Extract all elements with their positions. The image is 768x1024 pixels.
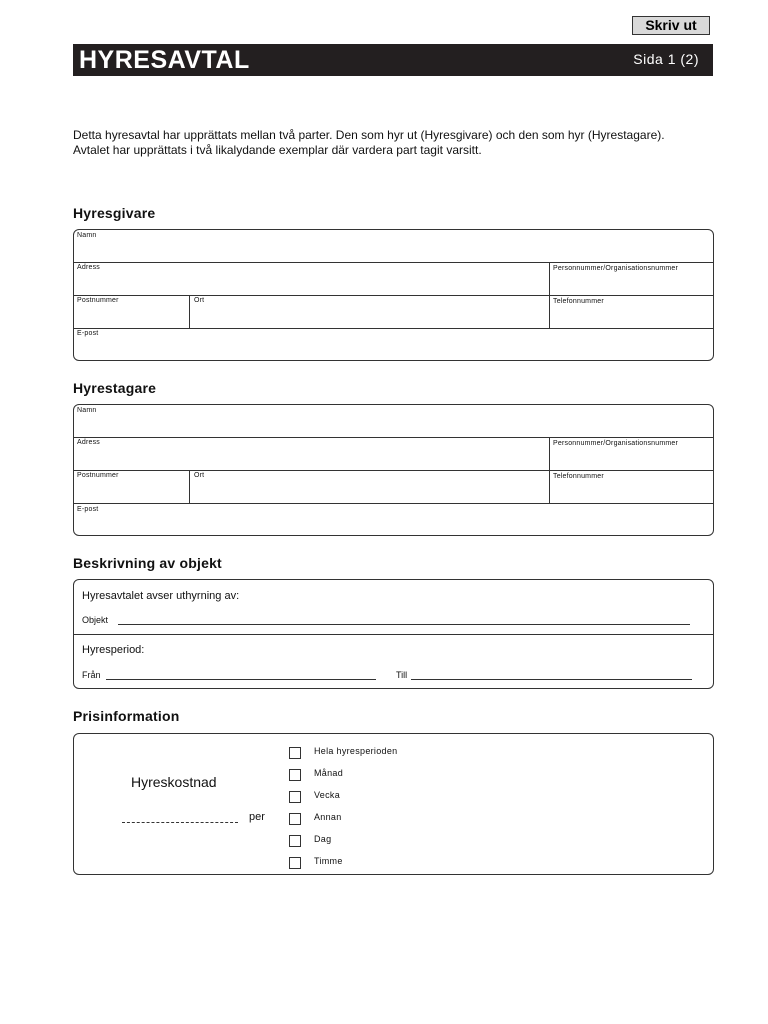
divider [74, 470, 713, 471]
object-underline [118, 624, 690, 625]
postal-code-label: Postnummer [77, 472, 119, 479]
divider [74, 437, 713, 438]
landlord-id-number-field[interactable] [554, 275, 709, 293]
option-checkbox-week[interactable] [289, 791, 301, 803]
landlord-email-field[interactable] [78, 340, 708, 358]
id-number-label: Personnummer/Organisationsnummer [553, 440, 679, 447]
landlord-section [73, 229, 714, 361]
purpose-text: Hyresavtalet avser uthyrning av: [82, 590, 240, 602]
per-label: per [249, 811, 265, 823]
from-date-field[interactable] [106, 665, 376, 679]
option-checkbox-whole-period[interactable] [289, 747, 301, 759]
cost-underline [122, 822, 238, 823]
to-underline [411, 679, 692, 680]
option-label-whole-period: Hela hyresperioden [314, 746, 398, 756]
landlord-phone-field[interactable] [554, 308, 709, 326]
city-label: Ort [194, 297, 205, 304]
tenant-phone-field[interactable] [554, 483, 709, 501]
divider [74, 295, 713, 296]
option-label-day: Dag [314, 834, 332, 844]
address-label: Adress [77, 264, 100, 271]
divider [549, 437, 550, 503]
period-text: Hyresperiod: [82, 644, 145, 656]
email-label: E-post [77, 506, 99, 513]
name-label: Namn [77, 232, 97, 239]
divider [189, 295, 190, 328]
cost-label: Hyreskostnad [131, 774, 217, 790]
city-label: Ort [194, 472, 205, 479]
cost-amount-field[interactable] [122, 808, 238, 822]
intro-line-2: Avtalet har upprättats i två likalydande exemplar där vardera part tagit varsitt. [73, 143, 482, 157]
divider [189, 470, 190, 503]
to-date-field[interactable] [411, 665, 692, 679]
landlord-postal-code-field[interactable] [78, 307, 186, 325]
phone-label: Telefonnummer [553, 473, 604, 480]
tenant-postal-code-field[interactable] [78, 482, 186, 500]
object-section [73, 579, 714, 689]
from-underline [106, 679, 376, 680]
tenant-address-field[interactable] [78, 449, 544, 467]
option-label-hour: Timme [314, 856, 343, 866]
object-field[interactable] [118, 610, 690, 624]
tenant-city-field[interactable] [194, 482, 544, 500]
option-label-other: Annan [314, 812, 342, 822]
landlord-city-field[interactable] [194, 307, 544, 325]
option-checkbox-other[interactable] [289, 813, 301, 825]
option-checkbox-hour[interactable] [289, 857, 301, 869]
divider [74, 503, 713, 504]
option-label-week: Vecka [314, 790, 341, 800]
intro-line-1: Detta hyresavtal har upprättats mellan två parter. Den som hyr ut (Hyresgivare) och den som hyr (Hyrestagare). [73, 128, 665, 142]
address-label: Adress [77, 439, 100, 446]
print-button[interactable]: Skriv ut [632, 16, 710, 35]
page-indicator: Sida 1 (2) [633, 51, 699, 67]
postal-code-label: Postnummer [77, 297, 119, 304]
option-label-month: Månad [314, 768, 344, 778]
tenant-heading: Hyrestagare [73, 380, 157, 396]
tenant-section [73, 404, 714, 536]
tenant-email-field[interactable] [78, 516, 708, 534]
from-label: Från [82, 670, 101, 680]
document-title: HYRESAVTAL [79, 46, 250, 74]
object-label: Objekt [82, 615, 109, 625]
id-number-label: Personnummer/Organisationsnummer [553, 265, 679, 272]
object-heading: Beskrivning av objekt [73, 555, 222, 571]
option-checkbox-day[interactable] [289, 835, 301, 847]
title-banner [73, 44, 713, 76]
divider [74, 262, 713, 263]
phone-label: Telefonnummer [553, 298, 604, 305]
tenant-id-number-field[interactable] [554, 450, 709, 468]
landlord-name-field[interactable] [78, 242, 708, 260]
option-checkbox-month[interactable] [289, 769, 301, 781]
intro-text [73, 128, 723, 158]
divider [74, 634, 713, 635]
email-label: E-post [77, 330, 99, 337]
divider [74, 328, 713, 329]
price-section [73, 733, 714, 875]
landlord-address-field[interactable] [78, 274, 544, 292]
name-label: Namn [77, 407, 97, 414]
divider [549, 262, 550, 328]
to-label: Till [396, 670, 408, 680]
tenant-name-field[interactable] [78, 417, 708, 435]
price-heading: Prisinformation [73, 708, 180, 724]
landlord-heading: Hyresgivare [73, 205, 156, 221]
